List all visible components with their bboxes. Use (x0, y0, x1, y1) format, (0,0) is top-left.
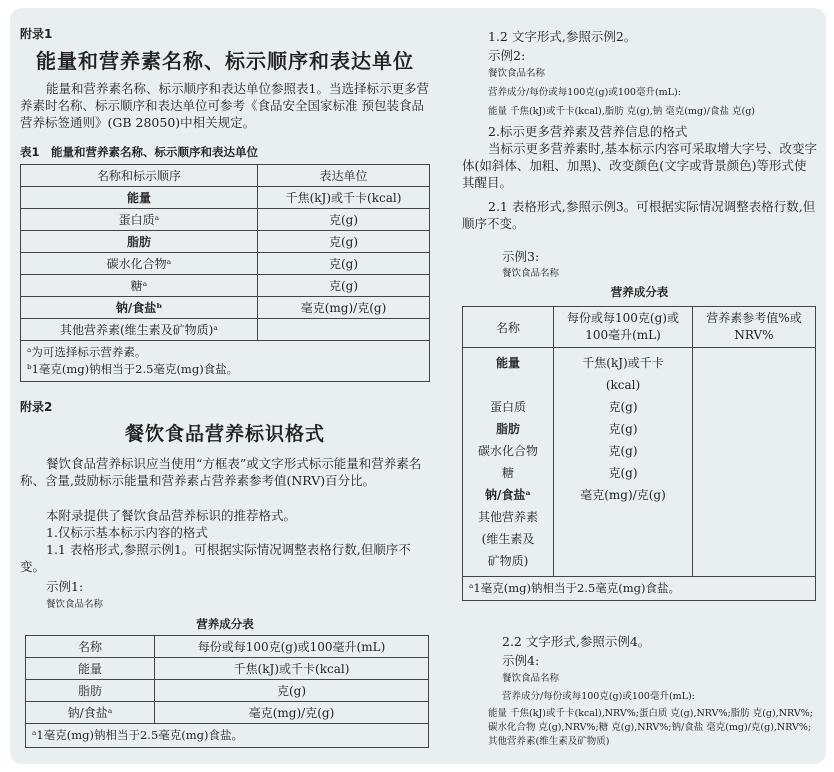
table-header-cell: 每份或每100克(g)或100毫升(mL) (155, 636, 429, 658)
table-header-row (21, 165, 430, 187)
unit-cell: 克(g) (258, 253, 430, 275)
section-paragraph: 当标示更多营养素时,基本标示内容可采取增大字号、改变字体(如斜体、加粗、加黑)、改变颜色(文字或背景颜色)等形式使其醒目。 (462, 141, 817, 190)
nutrient-name: 钠/食盐ᵃ (485, 488, 531, 502)
example3-table (462, 306, 816, 601)
nutrient-name: 能量 (26, 658, 155, 680)
example1-footnote: ᵃ1毫克(mg)钠相当于2.5毫克(mg)食盐。 (25, 724, 429, 748)
appendix1-label: 附录1 (20, 27, 53, 41)
table-header-cell: 营养素参考值%或NRV% (693, 307, 816, 348)
table-row (21, 231, 430, 253)
table-row (463, 348, 816, 577)
example2-line: 营养成分/每份或每100克(g)或100毫升(mL): (488, 87, 681, 98)
nutrient-name: 能量 (495, 356, 520, 370)
unit-cell: 毫克(mg)/克(g) (155, 702, 429, 724)
unit-cell: 千焦(kJ)或千卡 (582, 356, 664, 370)
appendix1-paragraph: 能量和营养素名称、标示顺序和表达单位参照表1。当选择标示更多营养素时名称、标示顺序和表达单位可参考《食品安全国家标准 预包装食品营养标签通则》(GB 28050)中相关规定。 (20, 81, 429, 130)
appendix2-paragraph: 餐饮食品营养标识应当使用“方框表”或文字形式标示能量和营养素名称、含量,鼓励标示能量和营养素占营养素参考值(NRV)百分比。 (20, 456, 422, 488)
example4-line: 能量 千焦(kJ)或千卡(kcal),NRV%;蛋白质 克(g),NRV%;脂肪 克(g),NRV%;碳水化合物 克(g),NRV%;糖 克(g),NRV%;钠/食盐 毫克(mg)/克(g),NRV%;其他营养素(维生素及矿物质) (488, 708, 813, 747)
appendix2-label: 附录2 (20, 400, 53, 414)
example-label: 示例3: (502, 249, 540, 264)
nutrient-name: 脂肪 (495, 422, 520, 436)
nutrient-name: 碳水化合物 (477, 444, 538, 458)
appendix2-title: 餐饮食品营养标识格式 (124, 423, 325, 445)
food-name: 餐饮食品名称 (502, 268, 560, 279)
example1-table (25, 635, 429, 748)
table-row (21, 253, 430, 275)
unit-cell: (kcal) (605, 378, 641, 392)
section-paragraph: 2.1 表格形式,参照示例3。可根据实际情况调整表格行数,但顺序不变。 (462, 199, 816, 231)
nutrient-name: 脂肪 (21, 231, 258, 253)
nutrient-name: 钠/食盐ᵇ (21, 297, 258, 319)
nutrient-name: 钠/食盐ᵃ (26, 702, 155, 724)
unit-cell: 克(g) (258, 231, 430, 253)
nutrient-name: 糖 (501, 466, 514, 480)
section-heading: 2.标示更多营养素及营养信息的格式 (488, 124, 688, 139)
nutrient-name: 其他营养素(维生素及矿物质)ᵃ (21, 319, 258, 341)
section-heading: 1.2 文字形式,参照示例2。 (488, 29, 637, 44)
appendix1-title: 能量和营养素名称、标示顺序和表达单位 (36, 49, 414, 73)
nutrient-name: 脂肪 (26, 680, 155, 702)
table1-footnotes (20, 341, 430, 382)
food-name: 餐饮食品名称 (46, 599, 104, 610)
table1 (20, 164, 430, 382)
nutrient-name: 蛋白质 (489, 400, 526, 414)
unit-cell: 克(g) (608, 444, 638, 458)
example4-line: 营养成分/每份或每100克(g)或100毫升(mL): (502, 691, 695, 702)
table-row (26, 680, 429, 702)
unit-cell: 克(g) (258, 209, 430, 231)
unit-cell: 毫克(mg)/克(g) (258, 297, 430, 319)
table-header-cell: 名称 (26, 636, 155, 658)
nutrient-name: 矿物质) (487, 554, 529, 568)
example1-table-title: 营养成分表 (196, 617, 254, 631)
section-paragraph: 1.1 表格形式,参照示例1。可根据实际情况调整表格行数,但顺序不变。 (20, 542, 411, 574)
example2-line: 能量 千焦(kJ)或千卡(kcal),脂肪 克(g),钠 毫克(mg)/食盐 克(g) (488, 106, 755, 117)
unit-cell: 千焦(kJ)或千卡(kcal) (155, 658, 429, 680)
example-label: 示例4: (502, 653, 540, 668)
unit-cell: 克(g) (608, 466, 638, 480)
table-header-cell: 名称和标示顺序 (21, 165, 258, 187)
unit-cell: 克(g) (608, 400, 638, 414)
table-header-cell: 表达单位 (258, 165, 430, 187)
table-row (26, 658, 429, 680)
nutrient-name: 碳水化合物ᵃ (21, 253, 258, 275)
footnote: ᵇ1毫克(mg)钠相当于2.5毫克(mg)食盐。 (27, 362, 239, 376)
nrv-column (693, 348, 816, 577)
table-row (21, 209, 430, 231)
unit-cell: 克(g) (258, 275, 430, 297)
unit-cell: 克(g) (155, 680, 429, 702)
nutrient-name: 其他营养素 (477, 510, 538, 524)
page (10, 8, 826, 764)
table-row (21, 275, 430, 297)
unit-cell (258, 319, 430, 341)
nutrient-name: (维生素及 (481, 532, 535, 546)
appendix2-intro: 本附录提供了餐饮食品营养标识的推荐格式。 (46, 508, 297, 523)
unit-cell: 千焦(kJ)或千卡(kcal) (258, 187, 430, 209)
section-heading: 1.仅标示基本标示内容的格式 (46, 525, 208, 540)
nutrient-name: 糖ᵃ (21, 275, 258, 297)
example-label: 示例2: (488, 48, 526, 63)
table-header-cell: 名称 (463, 307, 554, 348)
unit-cell: 毫克(mg)/克(g) (580, 488, 666, 502)
table-row (21, 297, 430, 319)
section-heading: 2.2 文字形式,参照示例4。 (502, 634, 651, 649)
table-row (21, 187, 430, 209)
unit-cell: 克(g) (608, 422, 638, 436)
example3-footnote: ᵃ1毫克(mg)钠相当于2.5毫克(mg)食盐。 (462, 577, 816, 601)
food-name: 餐饮食品名称 (502, 673, 560, 684)
table-header-row (463, 307, 816, 348)
table-header-cell: 每份或每100克(g)或100毫升(mL) (554, 307, 693, 348)
table-header-row (26, 636, 429, 658)
table-row (26, 702, 429, 724)
unit-column (554, 348, 693, 577)
food-name: 餐饮食品名称 (488, 68, 546, 79)
footnote: ᵃ为可选择标示营养素。 (27, 345, 147, 359)
example-label: 示例1: (46, 579, 84, 594)
table1-caption: 表1 能量和营养素名称、标示顺序和表达单位 (20, 145, 258, 159)
nutrient-name-column (463, 348, 554, 577)
nutrient-name: 能量 (21, 187, 258, 209)
nutrient-name (467, 374, 549, 396)
table-row (21, 319, 430, 341)
example3-table-title: 营养成分表 (610, 285, 669, 299)
nutrient-name: 蛋白质ᵃ (21, 209, 258, 231)
